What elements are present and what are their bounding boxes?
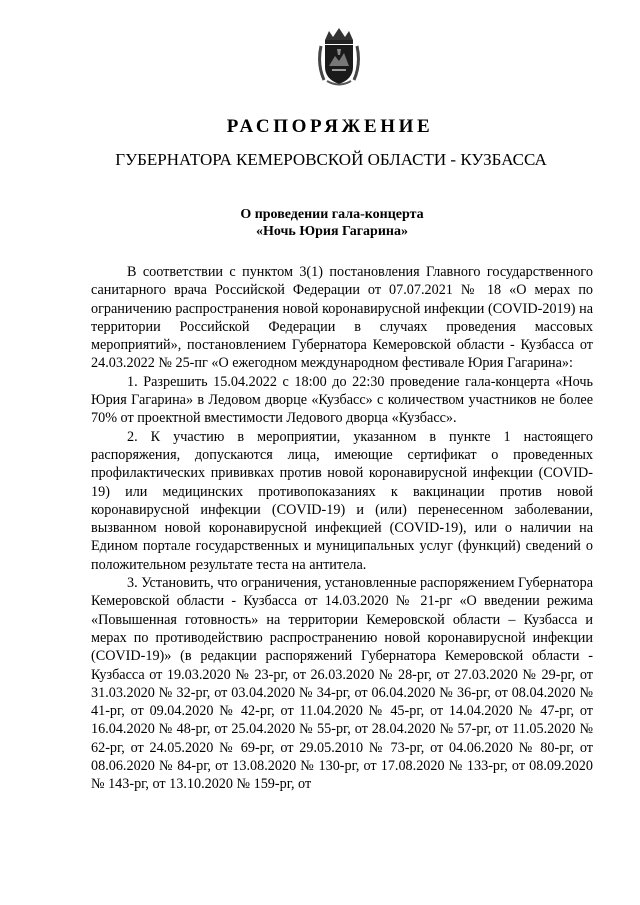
document-body (91, 263, 593, 794)
clause-paragraph: 3. Установить, что ограничения, установленные распоряжением Губернатора Кемеровской области - Кузбасса от 14.03.2020 № 21-рг «О введении режима «Повышенная готовность» на территории Кемеровской области – Кузбасса и мерах по противодействию распространению новой коронавирусной инфекции (COVID-19)» (в редакции распоряжений Губернатора Кемеровской области - Кузбасса от 19.03.2020 № 23-рг, от 26.03.2020 № 28-рг, от 27.03.2020 № 29-рг, от 31.03.2020 № 32-рг, от 03.04.2020 № 34-рг, от 06.04.2020 № 36-рг, от 08.04.2020 № 41-рг, от 09.04.2020 № 42-рг, от 11.04.2020 № 45-рг, от 14.04.2020 № 47-рг, от 16.04.2020 № 48-рг, от 25.04.2020 № 55-рг, от 28.04.2020 № 57-рг, от 11.05.2020 № 62-рг, от 24.05.2020 № 69-рг, от 29.05.2010 № 73-рг, от 04.06.2020 № 80-рг, от 08.06.2020 № 84-рг, от 13.08.2020 № 130-рг, от 17.08.2020 № 133-рг, от 08.09.2020 № 143-рг, от 13.10.2020 № 159-рг, от (91, 575, 593, 793)
coat-of-arms-icon (316, 26, 362, 88)
clause-paragraph: 2. К участию в мероприятии, указанном в пункте 1 настоящего распоряжения, допускаются лица, имеющие сертификат о проведенных профилактических прививках против новой коронавирусной инфекции (COVID-19) или медицинских противопоказаниях к вакцинации против новой коронавирусной инфекции (COVID-19) и (или) перенесенном заболевании, вызванном новой коронавирусной инфекцией (COVID-19), или о наличии на Едином портале государственных и муниципальных услуг (функций) сведений о положительном результате теста на антитела. (91, 428, 593, 573)
document-subject (0, 206, 640, 240)
document-title: РАСПОРЯЖЕНИЕ (226, 116, 434, 137)
preamble-paragraph: В соответствии с пунктом 3(1) постановления Главного государственного санитарного врача Российской Федерации от 07.07.2021 № 18 «О мерах по ограничению распространения новой коронавирусной инфекции (COVID-2019) на территории Российской Федерации в случаях проведения массовых мероприятий», постановлением Губернатора Кемеровской области - Кузбасса от 24.03.2022 № 25-пг «О ежегодном международном фестивале Юрия Гагарина»: (91, 264, 593, 372)
clause-paragraph: 1. Разрешить 15.04.2022 с 18:00 до 22:30 проведение гала-концерта «Ночь Юрия Гагарина» в Ледовом дворце «Кузбасс» с количеством участников не более 70% от проектной вместимости Ледового дворца «Кузбасс». (91, 373, 593, 427)
subject-line: О проведении гала-концерта (240, 207, 424, 222)
document-issuer: ГУБЕРНАТОРА КЕМЕРОВСКОЙ ОБЛАСТИ - КУЗБАССА (115, 150, 547, 169)
subject-line: «Ночь Юрия Гагарина» (256, 224, 408, 239)
